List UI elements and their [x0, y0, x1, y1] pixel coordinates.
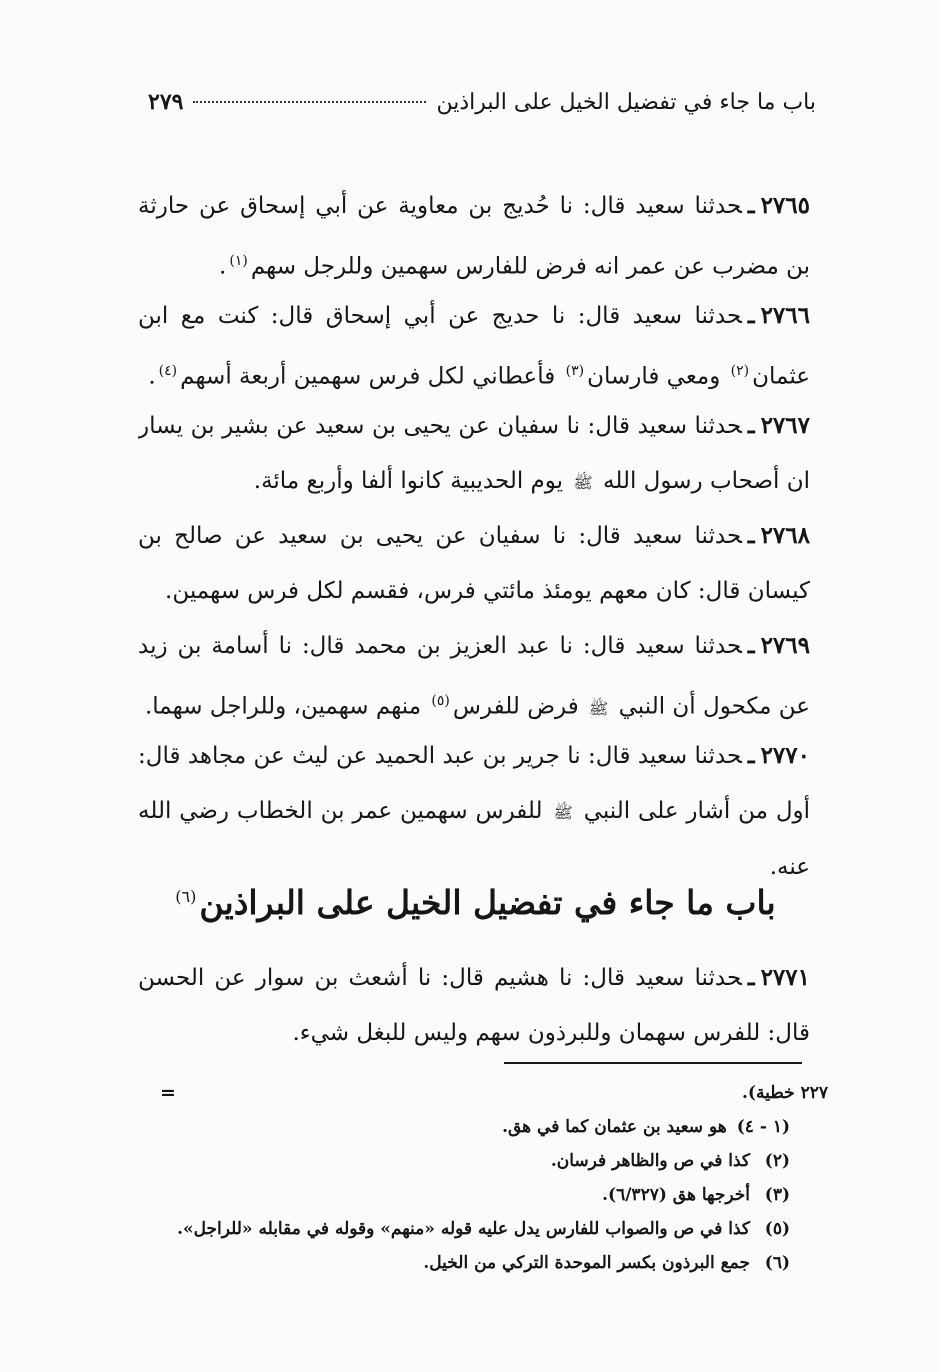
footnote-text: هو سعيد بن عثمان كما في هق. — [502, 1117, 727, 1137]
page-number: ٢٧٩ — [148, 89, 184, 115]
hadith-text: يوم الحديبية كانوا ألفا وأربع مائة. — [253, 468, 564, 494]
footnote-text: جمع البرذون بكسر الموحدة التركي من الخيل. — [423, 1253, 750, 1273]
running-title: باب ما جاء في تفضيل الخيل على البراذين — [436, 89, 816, 115]
footnote-item — [138, 1110, 828, 1144]
hadith-number: ٢٧٧١ — [760, 964, 810, 991]
footnote-ref: (٣) — [565, 363, 585, 379]
footnote-ref: (٦) — [175, 887, 197, 906]
hadith-text: حدثنا سعيد قال: نا هشيم قال: نا أشعث بن سوار عن الحسن قال: للفرس سهمان وللبرذون سهم وليس للبغل شيء. — [138, 965, 810, 1046]
footnote-text: كذا في ص والظاهر فرسان. — [550, 1151, 750, 1171]
footnote-text: أخرجها هق (٦/٣٢٧). — [602, 1185, 750, 1205]
footnote-item — [138, 1246, 828, 1280]
footnote-item — [138, 1212, 828, 1246]
hadith-text: منهم سهمين، وللراجل سهما. — [144, 693, 422, 720]
footnote-ref: (٥) — [431, 693, 450, 709]
hadith-text: حدثنا سعيد قال: نا حديج عن أبي إسحاق قال: كنت مع ابن عثمان — [138, 303, 810, 390]
hadith-text-end: . — [148, 363, 156, 390]
hadith-2766 — [138, 288, 810, 398]
hadith-number: ٢٧٦٥ — [760, 192, 810, 219]
continuation-marker: = — [160, 1082, 176, 1104]
footnote-number: (٦) — [764, 1253, 790, 1273]
hadith-dash: ـ — [747, 522, 755, 549]
hadith-section-2 — [138, 950, 810, 1060]
hadith-text: حدثنا سعيد قال: نا جرير بن عبد الحميد عن ليث عن مجاهد قال: أول من أشار على النبي — [138, 743, 810, 824]
footnote-item — [138, 1178, 828, 1212]
hadith-text: فأعطاني لكل فرس سهمين أربعة أسهم — [180, 363, 556, 390]
chapter-title-text: باب ما جاء في تفضيل الخيل على البراذين — [199, 883, 776, 922]
hadith-text-end: . — [219, 253, 227, 280]
salla-ligature: ﷺ — [553, 803, 573, 822]
hadith-text: ومعي فارسان — [587, 363, 721, 390]
footnote-ref: (٤) — [158, 363, 178, 379]
footnote-text: كذا في ص والصواب للفارس يدل عليه قوله «منهم» وقوله في مقابله «للراجل». — [177, 1219, 750, 1239]
hadith-dash: ـ — [747, 742, 755, 769]
hadith-dash: ـ — [747, 302, 755, 329]
footnote-number: (٣) — [764, 1185, 790, 1205]
footnote-item — [138, 1144, 828, 1178]
hadith-number: ٢٧٦٨ — [760, 522, 810, 549]
footnote-number: (١ - ٤) — [736, 1117, 790, 1137]
hadith-text: فرض للفرس — [452, 693, 579, 720]
hadith-section — [138, 178, 810, 893]
footnote-number: (٢) — [764, 1151, 790, 1171]
hadith-2765 — [138, 178, 810, 288]
chapter-heading — [138, 862, 810, 932]
hadith-2768 — [138, 508, 810, 618]
header-dotted-leader — [193, 101, 426, 103]
footnotes — [138, 1076, 828, 1280]
hadith-2767 — [138, 398, 810, 508]
hadith-2769 — [138, 618, 810, 728]
hadith-text: حدثنا سعيد قال: نا سفيان عن يحيى بن سعيد عن صالح بن كيسان قال: كان معهم يومئذ مائتي فرس، فقسم لكل فرس سهمين. — [138, 523, 810, 604]
running-header — [148, 82, 816, 122]
salla-ligature: ﷺ — [589, 698, 609, 718]
hadith-text: حدثنا سعيد قال: نا حُديج بن معاوية عن أبي إسحاق عن حارثة بن مضرب عن عمر انه فرض للفارس سهمين وللرجل سهم — [138, 193, 810, 280]
hadith-text: للفرس سهمين عمر بن الخطاب رضي الله عنه. — [138, 798, 810, 880]
hadith-text: حدثنا سعيد قال: نا سفيان عن يحيى بن سعيد عن بشير بن يسار ان أصحاب رسول الله — [138, 413, 810, 494]
hadith-dash: ـ — [747, 632, 755, 659]
hadith-dash: ـ — [747, 412, 755, 439]
footnote-ref: (١) — [229, 253, 248, 269]
hadith-text: حدثنا سعيد قال: نا عبد العزيز بن محمد قال: نا أسامة بن زيد عن مكحول أن النبي — [138, 633, 810, 720]
hadith-number: ٢٧٦٦ — [760, 302, 810, 329]
footnote-separator — [504, 1062, 802, 1064]
hadith-dash: ـ — [747, 192, 755, 219]
hadith-number: ٢٧٦٧ — [760, 412, 810, 439]
footnote-number: (٥) — [764, 1219, 790, 1239]
footnote-continuation-text: ٢٢٧ خطية). — [742, 1083, 828, 1103]
hadith-2771 — [138, 950, 810, 1060]
footnote-ref: (٢) — [730, 363, 750, 379]
salla-ligature: ﷺ — [573, 473, 593, 492]
hadith-dash: ـ — [747, 964, 755, 991]
footnote-continuation — [138, 1076, 828, 1110]
hadith-number: ٢٧٦٩ — [760, 632, 810, 659]
hadith-number: ٢٧٧٠ — [760, 742, 810, 769]
